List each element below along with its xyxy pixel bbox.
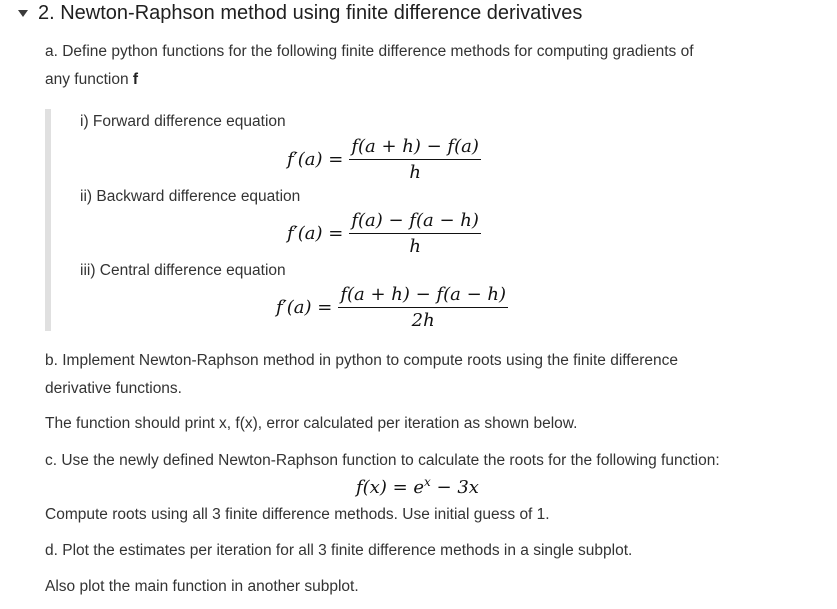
part-d-line2: Also plot the main function in another subplot.	[45, 578, 359, 595]
part-a-line1: a. Define python functions for the following finite difference methods for computing gradients of	[45, 43, 694, 60]
method-central-label: iii) Central difference equation	[80, 262, 286, 279]
central-lhs: f′(a) =	[276, 297, 333, 318]
central-denominator: 2h	[411, 310, 435, 331]
part-a-line2-prefix: any function	[45, 71, 133, 88]
central-difference-equation	[276, 284, 508, 331]
part-b-line1: b. Implement Newton-Raphson method in python to compute roots using the finite difference	[45, 352, 678, 369]
target-function-equation	[356, 475, 479, 498]
section-title: 2. Newton-Raphson method using finite difference derivatives	[38, 1, 583, 24]
method-forward-label: i) Forward difference equation	[80, 113, 286, 130]
forward-lhs: f′(a) =	[287, 149, 344, 170]
backward-denominator: h	[409, 236, 421, 257]
central-fraction	[338, 284, 508, 331]
collapse-caret-icon[interactable]	[18, 10, 28, 17]
forward-denominator: h	[409, 162, 421, 183]
forward-difference-equation	[287, 136, 481, 183]
part-d-line1: d. Plot the estimates per iteration for all 3 finite difference methods in a single subplot.	[45, 542, 633, 559]
blockquote-bar	[45, 109, 51, 331]
method-backward-label: ii) Backward difference equation	[80, 188, 301, 205]
part-c-line2: Compute roots using all 3 finite difference methods. Use initial guess of 1.	[45, 506, 550, 523]
part-b-line3: The function should print x, f(x), error calculated per iteration as shown below.	[45, 415, 578, 432]
backward-numerator: f(a) − f(a − h)	[349, 210, 481, 234]
part-c-line1: c. Use the newly defined Newton-Raphson function to calculate the roots for the following function:	[45, 452, 720, 469]
part-a-function-name: f	[132, 71, 139, 88]
central-numerator: f(a + h) − f(a − h)	[338, 284, 508, 308]
target-equation-exponent: x	[424, 475, 431, 489]
backward-fraction	[349, 210, 481, 257]
forward-fraction	[349, 136, 481, 183]
part-a-line2	[45, 66, 138, 94]
backward-difference-equation	[287, 210, 481, 257]
target-equation-tail: − 3x	[430, 477, 479, 498]
target-equation-main: f(x) = e	[356, 477, 425, 498]
forward-numerator: f(a + h) − f(a)	[349, 136, 481, 160]
section-heading	[10, 0, 582, 26]
part-b-line2: derivative functions.	[45, 380, 182, 397]
backward-lhs: f′(a) =	[287, 223, 344, 244]
